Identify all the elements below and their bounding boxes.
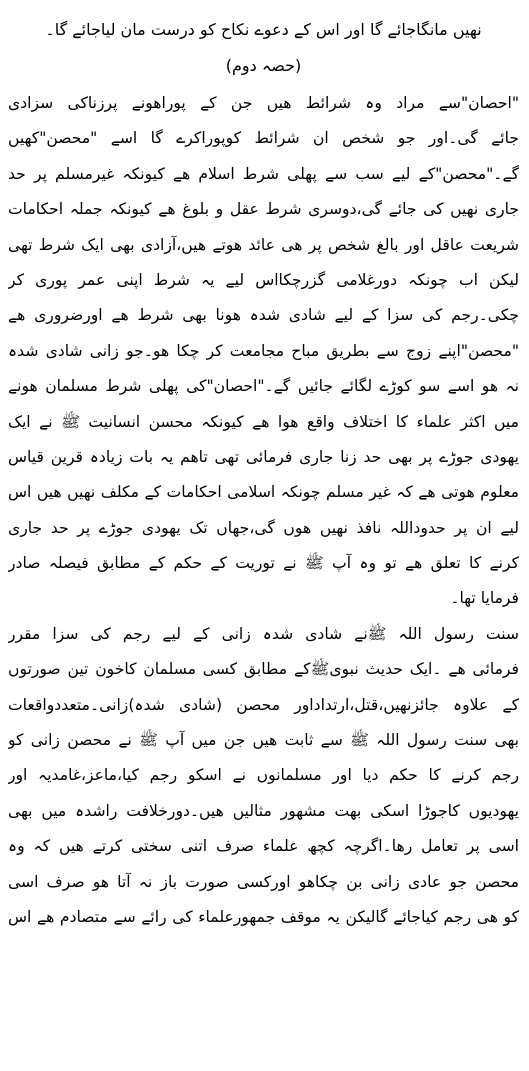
- paragraph-line: کے علاوہ جائزنھیں،قتل،ارتداداور محصن (شادی شدہ)زانی۔متعددواقعات: [8, 695, 519, 714]
- paragraph-line: لیکن اب چونکہ دورغلامی گزرچکااس لیے یہ شرط اپنی عمر پوری کر: [8, 270, 519, 289]
- paragraph-line: چکی۔رجم کی سزا کے لیے شادی شدہ ھونا بھی شرط ھے اورضروری ھے: [8, 306, 519, 325]
- paragraph-line: محصن جو عادی زانی بن چکاھو اورکسی صورت باز نہ آتا ھو صرف اسی: [8, 872, 519, 891]
- paragraph-line: یھودیوں کاجوڑا اسکی بھت مشھور مثالیں ھیں۔دورخلافت راشدہ میں بھی: [8, 801, 519, 820]
- paragraph-line: جائے گی۔اور جو شخص ان شرائط کوپوراکرے گا اسے "محصن"کھیں: [8, 129, 519, 148]
- paragraph-line: گے۔"محصن"کے لیے سب سے پھلی شرط اسلام ھے کیونکہ غیرمسلم پر حد: [8, 164, 519, 183]
- paragraph-line: کو ھی رجم کیاجائے گالیکن یہ موقف جمھورعلماء کی رائے سے متصادم ھے اس: [8, 907, 519, 926]
- part-heading: (حصہ دوم): [225, 56, 302, 75]
- paragraph-line: سنت رسول اللہ ﷺنے شادی شدہ زانی کے لیے رجم کی سزا مقرر: [8, 624, 519, 643]
- paragraph-line: میں اکثر علماء کا اختلاف واقع ھوا ھے کیونکہ محسن انسانیت ﷺ نے ایک: [8, 412, 519, 431]
- paragraph-line: لیے ان پر حدوداللہ نافذ نھیں ھوں گی،جھاں تک یھودی جوڑے پر حد جاری: [8, 518, 519, 537]
- paragraph-2: [8, 617, 519, 936]
- paragraph-line: رجم کرنے کا حکم دیا اور مسلمانوں نے اسکو رجم کیا،ماعز،غامدیہ اور: [8, 766, 519, 785]
- paragraph-line: بھی سنت رسول اللہ ﷺ سے ثابت ھیں جن میں آپ ﷺ نے محصن زانی کو: [8, 731, 519, 750]
- paragraph-line: نہ ھو اسے سو کوڑے لگائے جائیں گے۔"احصان"کی پھلی شرط مسلمان ھونے: [8, 377, 519, 396]
- paragraph-line: جاری نھیں کی جائے گی،دوسری شرط عقل و بلوغ ھے کیونکہ جملہ احکامات: [8, 200, 519, 219]
- paragraph-line: فرمایا تھا۔: [450, 589, 519, 608]
- paragraph-line: "احصان"سے مراد وہ شرائط ھیں جن کے پوراھونے پرزناکی سزادی: [8, 94, 519, 112]
- paragraph-1: [8, 86, 519, 617]
- paragraph-line: کرنے کا تعلق ھے تو وہ آپ ﷺ نے توریت کے حکم کے مطابق فیصلہ صادر: [8, 554, 519, 573]
- paragraph-line: فرمائی ھے ۔ایک حدیث نبویﷺکے مطابق کسی مسلمان کاخون تین صورتوں: [8, 660, 519, 679]
- paragraph-line: معلوم ھوتی ھے کہ غیر مسلم چونکہ اسلامی احکامات کے مکلف نھیں ھیں اس: [8, 483, 519, 502]
- paragraph-line: "محصن"اپنے زوج سے بطریق مباح مجامعت کر چکا ھو۔جو زانی شادی شدہ: [8, 341, 519, 360]
- paragraph-line: یھودی جوڑے پر بھی حد زنا جاری فرمائی تھی تاھم یہ بات زیادہ قرین قیاس: [8, 447, 519, 466]
- paragraph-line: شریعت عاقل اور بالغ شخص پر ھی عائد ھوتے ھیں،آزادی بھی ایک شرط تھی: [8, 235, 519, 254]
- paragraph-line: اسی پر تعامل رھا۔اگرچہ کچھ علماء صرف اتنی سختی کرتے ھیں کہ وہ: [8, 837, 519, 856]
- intro-line: نهیں مانگاجائے گا اور اس کے دعوے نکاح کو درست مان لیاجائے گا۔: [45, 20, 482, 39]
